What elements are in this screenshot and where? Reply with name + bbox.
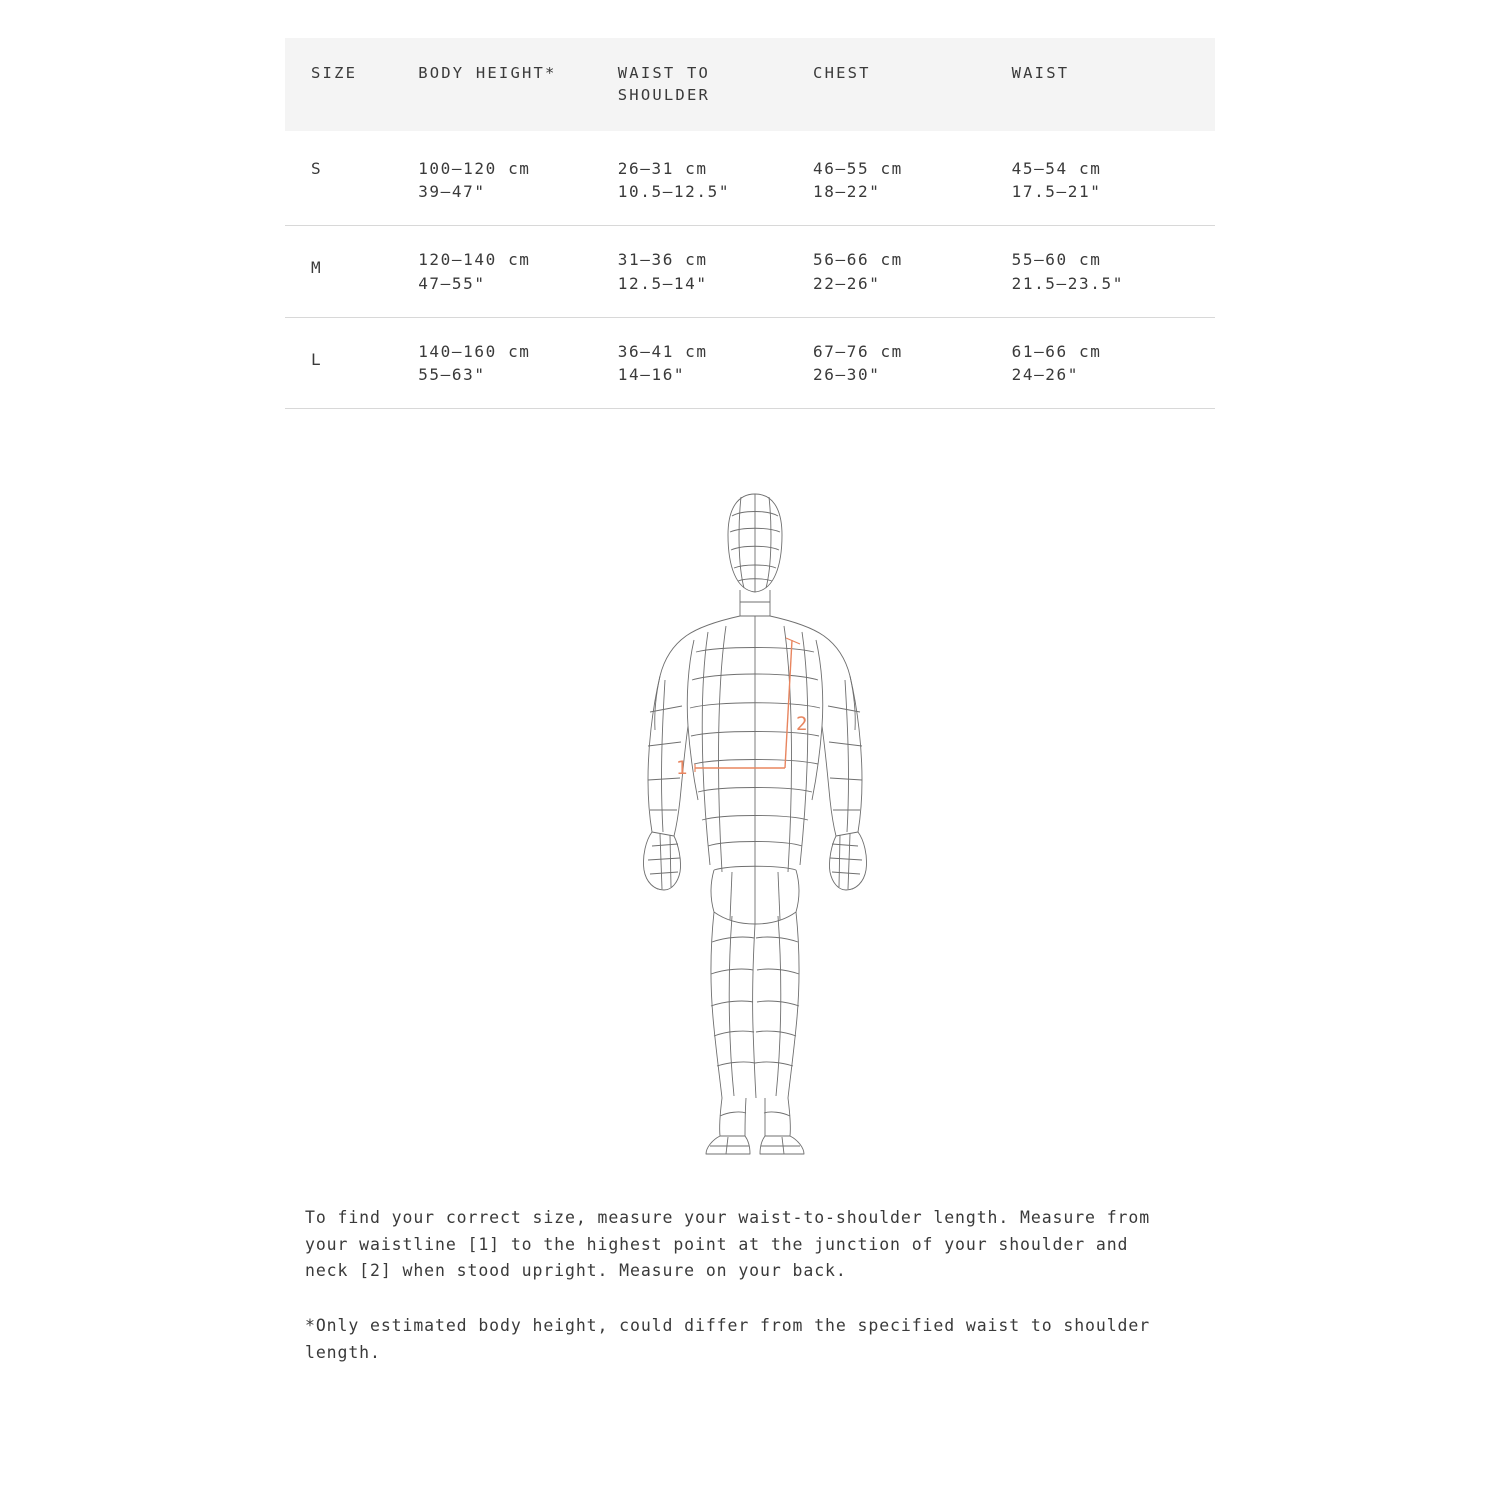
value-inches: 10.5–12.5" bbox=[617, 182, 731, 202]
value-inches: 14–16" bbox=[617, 364, 686, 384]
value-cm: 46–55 cm bbox=[813, 158, 903, 178]
cell-waist-to-shoulder bbox=[618, 317, 813, 408]
table-header-row bbox=[285, 38, 1215, 131]
value-cm: 67–76 cm bbox=[813, 341, 903, 361]
cell-chest bbox=[813, 317, 1012, 408]
value-inches: 17.5–21" bbox=[1011, 182, 1102, 202]
body-height-footnote: *Only estimated body height, could differ from the specified waist to shoulder length. bbox=[305, 1316, 1151, 1362]
value-cm: 45–54 cm bbox=[1011, 158, 1102, 178]
table-body bbox=[285, 131, 1215, 409]
measurement-label-2: 2 bbox=[796, 713, 808, 735]
value-cm: 120–140 cm bbox=[418, 250, 531, 270]
value-cm: 140–160 cm bbox=[418, 341, 531, 361]
cell-waist-to-shoulder bbox=[618, 131, 813, 226]
cell-waist bbox=[1012, 317, 1215, 408]
cell-size: L bbox=[285, 317, 418, 408]
value-cm: 100–120 cm bbox=[418, 158, 531, 178]
table-row bbox=[285, 317, 1215, 408]
value-cm: 36–41 cm bbox=[617, 341, 708, 361]
cell-waist-to-shoulder bbox=[618, 226, 813, 317]
value-inches: 21.5–23.5" bbox=[1011, 273, 1124, 293]
value-inches: 47–55" bbox=[418, 273, 486, 293]
measurement-label-1: 1 bbox=[676, 757, 688, 779]
value-cm: 55–60 cm bbox=[1011, 250, 1102, 270]
value-cm: 56–66 cm bbox=[813, 250, 903, 270]
value-inches: 12.5–14" bbox=[617, 273, 708, 293]
value-cm: 26–31 cm bbox=[617, 158, 708, 178]
cell-size: S bbox=[285, 131, 418, 226]
column-header-size: SIZE bbox=[311, 64, 358, 82]
value-inches: 22–26" bbox=[813, 273, 881, 293]
value-cm: 61–66 cm bbox=[1011, 341, 1102, 361]
column-header-body-height: BODY HEIGHT* bbox=[418, 64, 557, 82]
value-cm: 31–36 cm bbox=[617, 250, 708, 270]
cell-waist bbox=[1012, 131, 1215, 226]
column-header-chest: CHEST bbox=[813, 64, 871, 82]
cell-body-height bbox=[418, 226, 618, 317]
notes-section bbox=[305, 1205, 1155, 1395]
table-header bbox=[285, 38, 1215, 131]
value-inches: 24–26" bbox=[1011, 364, 1080, 384]
cell-waist bbox=[1012, 226, 1215, 317]
value-inches: 26–30" bbox=[813, 364, 881, 384]
column-header-waist: WAIST bbox=[1011, 64, 1070, 82]
cell-chest bbox=[813, 226, 1012, 317]
size-chart-table bbox=[285, 38, 1215, 409]
table-row bbox=[285, 131, 1215, 226]
body-measurement-diagram bbox=[560, 480, 950, 1170]
value-inches: 18–22" bbox=[813, 182, 881, 202]
value-inches: 39–47" bbox=[418, 182, 486, 202]
column-header-waist-to-shoulder: WAIST TO SHOULDER bbox=[617, 64, 711, 105]
cell-size: M bbox=[285, 226, 418, 317]
measurement-instruction: To find your correct size, measure your waist-to-shoulder length. Measure from your waistline [1] to the highest point at the junction of your shoulder and neck [2] when stood upright. Measure on your back. bbox=[305, 1208, 1151, 1281]
table-row bbox=[285, 226, 1215, 317]
cell-body-height bbox=[418, 131, 618, 226]
measurement-lines bbox=[695, 638, 800, 772]
cell-chest bbox=[813, 131, 1012, 226]
value-inches: 55–63" bbox=[418, 364, 486, 384]
cell-body-height bbox=[418, 317, 618, 408]
